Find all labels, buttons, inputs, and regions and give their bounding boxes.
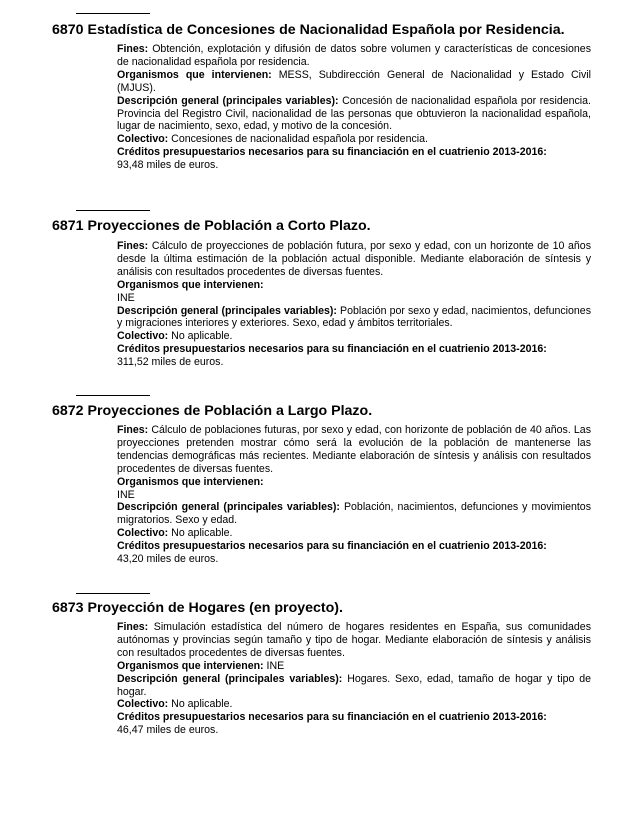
creditos-paragraph (117, 711, 591, 724)
entry-title-text: Proyección de Hogares (en proyecto). (87, 600, 343, 616)
entry-title (52, 22, 612, 38)
colectivo-paragraph (117, 527, 591, 540)
descripcion-paragraph (117, 501, 591, 527)
entry-body (117, 240, 591, 369)
fines-text: Cálculo de proyecciones de población futura, por sexo y edad, con un horizonte de 10 años desde la última estimación de la población actual disponible. Mediante elaboración de síntesis y análisis con resultados procedentes de diversas fuentes. (117, 240, 591, 278)
organismos-paragraph (117, 279, 591, 292)
section-divider (76, 395, 150, 396)
creditos-label: Créditos presupuestarios necesarios para su financiación en el cuatrienio 2013-2016: (117, 343, 547, 356)
organismos-label: Organismos que intervienen: (117, 278, 264, 291)
descripcion-text: Población, nacimientos, defunciones y movimientos migratorios. Sexo y edad. (117, 501, 591, 527)
creditos-label: Créditos presupuestarios necesarios para su financiación en el cuatrienio 2013-2016: (117, 711, 547, 724)
organismos-text: INE (117, 291, 135, 304)
fines-paragraph (117, 240, 591, 279)
colectivo-label: Colectivo: (117, 698, 169, 711)
organismos-paragraph (117, 476, 591, 489)
descripcion-label: Descripción general (principales variables): (117, 94, 339, 107)
fines-label: Fines: (117, 424, 149, 436)
entry-number: 6870 (52, 22, 84, 38)
fines-text: Simulación estadística del número de hogares residentes en España, sus comunidades autónomas y provincias según tamaño y tipo de hogar. Mediante elaboración de síntesis y análisis con resultados procedentes de diversas fuentes. (117, 621, 591, 659)
creditos-paragraph (117, 146, 591, 159)
fines-text: Cálculo de poblaciones futuras, por sexo y edad, con horizonte de población de 40 años. Las proyecciones pretenden mostrar cómo será la evolución de la población de mantenerse las tendencias demográficas más recientes. Mediante elaboración de síntesis y análisis con resultados procedentes de diversas fuentes. (117, 424, 591, 475)
colectivo-paragraph (117, 133, 591, 146)
fines-paragraph (117, 621, 591, 660)
entry-title (52, 600, 612, 616)
descripcion-paragraph (117, 305, 591, 331)
colectivo-label: Colectivo: (117, 133, 169, 146)
fines-text: Obtención, explotación y difusión de datos sobre volumen y características de concesiones de nacionalidad española por residencia. (117, 43, 591, 68)
creditos-paragraph (117, 540, 591, 553)
descripcion-text: Población por sexo y edad, nacimientos, defunciones y migraciones interiores y exteriores. Sexo, edad y ámbitos territoriales. (117, 304, 591, 330)
fines-label: Fines: (117, 621, 149, 633)
colectivo-text: No aplicable. (171, 330, 233, 343)
descripcion-paragraph (117, 673, 591, 699)
creditos-amount: 46,47 miles de euros. (117, 724, 219, 737)
colectivo-label: Colectivo: (117, 527, 169, 540)
organismos-label: Organismos que intervienen: (117, 68, 272, 81)
colectivo-text: No aplicable. (171, 698, 233, 711)
descripcion-text: Hogares. Sexo, edad, tamaño de hogar y tipo de hogar. (117, 672, 591, 698)
creditos-amount: 43,20 miles de euros. (117, 553, 219, 566)
entry-title-text: Estadística de Concesiones de Nacionalidad Española por Residencia. (87, 22, 565, 38)
entry-body (117, 621, 591, 737)
organismos-text: INE (117, 488, 135, 501)
entry-title (52, 403, 612, 419)
colectivo-text: No aplicable. (171, 527, 233, 540)
descripcion-label: Descripción general (principales variables): (117, 304, 337, 317)
colectivo-text: Concesiones de nacionalidad española por residencia. (171, 133, 428, 146)
colectivo-label: Colectivo: (117, 330, 169, 343)
organismos-label: Organismos que intervienen: (117, 659, 264, 672)
entry-number: 6872 (52, 403, 84, 419)
descripcion-label: Descripción general (principales variables): (117, 672, 343, 685)
entry-title (52, 218, 612, 234)
entry-number: 6871 (52, 218, 84, 234)
fines-paragraph (117, 424, 591, 476)
entry-body (117, 43, 591, 172)
creditos-paragraph (117, 343, 591, 356)
organismos-label: Organismos que intervienen: (117, 475, 264, 488)
descripcion-paragraph (117, 95, 591, 134)
organismos-paragraph (117, 660, 591, 673)
creditos-label: Créditos presupuestarios necesarios para su financiación en el cuatrienio 2013-2016: (117, 540, 547, 553)
organismos-text: INE (266, 659, 285, 672)
fines-label: Fines: (117, 43, 149, 55)
entry-body (117, 424, 591, 566)
descripcion-label: Descripción general (principales variables): (117, 501, 340, 514)
colectivo-paragraph (117, 698, 591, 711)
entry-number: 6873 (52, 600, 84, 616)
entry-title-text: Proyecciones de Población a Corto Plazo. (87, 218, 371, 234)
organismos-text: MESS, Subdirección General de Nacionalidad y Estado Civil (MJUS). (117, 68, 591, 94)
organismos-paragraph (117, 69, 591, 95)
descripcion-text: Concesión de nacionalidad española por residencia. Provincia del Registro Civil, nacionalidad de las personas que obtuvieron la nacionalidad española, lugar de nacimiento, sexo, edad, y motivo de la concesión. (117, 94, 591, 133)
fines-paragraph (117, 43, 591, 69)
section-divider (76, 593, 150, 594)
creditos-amount: 311,52 miles de euros. (117, 356, 224, 369)
creditos-label: Créditos presupuestarios necesarios para su financiación en el cuatrienio 2013-2016: (117, 146, 547, 159)
section-divider (76, 13, 150, 14)
colectivo-paragraph (117, 330, 591, 343)
fines-label: Fines: (117, 240, 149, 252)
entry-title-text: Proyecciones de Población a Largo Plazo. (87, 403, 373, 419)
section-divider (76, 210, 150, 211)
creditos-amount: 93,48 miles de euros. (117, 159, 219, 172)
